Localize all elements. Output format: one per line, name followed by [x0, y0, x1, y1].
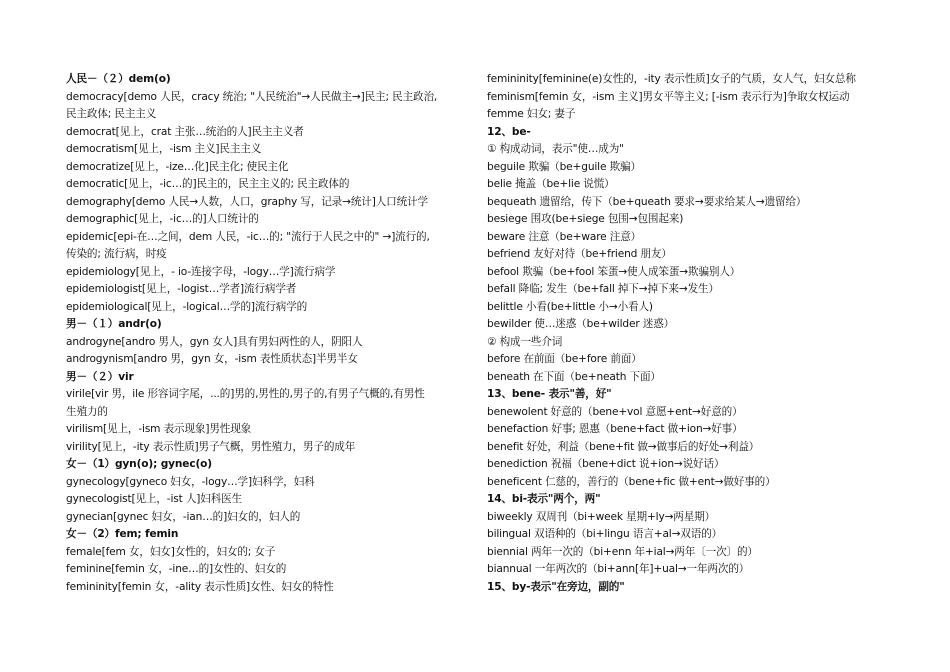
- entry-line: female[fem 女，妇女]女性的，妇女的; 女子: [66, 545, 276, 558]
- entry-line: democrat[见上，crat 主张…统治的人]民主主义者: [66, 125, 304, 138]
- entry-line: 传染的; 流行病，时疫: [66, 248, 167, 260]
- entry-line: virilism[见上，-ism 表示现象]男性现象: [66, 423, 252, 435]
- entry-line: feminism[femin 女，-ism 主义]男女平等主义; [-ism 表示行为]争取女权运动: [487, 90, 850, 103]
- entry-line: androgyne[andro 男人，gyn 女人]具有男妇两性的人，阴阳人: [66, 335, 363, 348]
- section-heading: 12、be-: [487, 125, 531, 138]
- entry-line: belittle 小看(be+little 小→小看人): [487, 300, 653, 313]
- entry-line: beneath 在下面（be+neath 下面）: [487, 370, 661, 383]
- entry-line: ② 构成一些介词: [487, 335, 563, 348]
- entry-line: befall 降临; 发生（be+fall 掉下→掉下来→发生）: [487, 283, 719, 295]
- section-heading: 13、bene- 表示"善，好": [487, 388, 612, 400]
- entry-line: befool 欺骗（be+fool 笨蛋→使人成笨蛋→欺骗别人）: [487, 265, 741, 278]
- entry-line: benefit 好处，利益（bene+fit 做→做事后的好处→利益）: [487, 440, 760, 453]
- entry-line: gynecology[gyneco 妇女，-logy…学]妇科学，妇科: [66, 475, 315, 488]
- entry-line: benefaction 好事; 恩惠（bene+fact 做+ion→好事）: [487, 423, 743, 435]
- entry-line: befriend 友好对待（be+friend 朋友）: [487, 248, 672, 260]
- entry-line: femme 妇女; 妻子: [487, 108, 576, 120]
- entry-line: biweekly 双周刊（bi+week 星期+ly→两星期）: [487, 510, 716, 523]
- entry-line: gynecian[gynec 妇女，-ian…的]妇女的，妇人的: [66, 510, 301, 523]
- section-heading: 女－（1）gyn(o); gynec(o): [66, 458, 212, 470]
- entry-line: epidemiology[见上，- io-连接字母，-logy…学]流行病学: [66, 265, 336, 278]
- entry-line: 生殖力的: [66, 405, 108, 418]
- entry-line: besiege 围攻(be+siege 包围→包围起来): [487, 213, 684, 225]
- entry-line: democratic[见上，-ic…的]民主的，民主主义的; 民主政体的: [66, 178, 350, 190]
- entry-line: 民主政体; 民主主义: [66, 108, 157, 120]
- entry-line: benewolent 好意的（bene+vol 意愿+ent→好意的）: [487, 405, 743, 418]
- section-heading: 男－（２）vir: [66, 370, 134, 383]
- entry-line: beguile 欺骗（be+guile 欺骗）: [487, 160, 641, 173]
- entry-line: gynecologist[见上，-ist 人]妇科医生: [66, 493, 243, 505]
- section-heading: 14、bi-表示"两个，两": [487, 493, 601, 505]
- entry-line: feminine[femin 女，-ine…的]女性的、妇女的: [66, 563, 287, 575]
- entry-line: democracy[demo 人民，cracy 统治; "人民统治"→人民做主→]民主; 民主政治,: [66, 90, 438, 103]
- entry-line: biannual 一年两次的（bi+ann[年]+ual→一年两次的）: [487, 563, 750, 575]
- entry-line: virility[见上，-ity 表示性质]男子气概，男性殖力，男子的成年: [66, 440, 356, 453]
- entry-line: epidemic[epi-在…之间，dem 人民，-ic…的; "流行于人民之中的" →]流行的,: [66, 230, 430, 243]
- entry-line: beneficent 仁慈的，善行的（bene+fic 做+ent→做好事的）: [487, 475, 776, 488]
- entry-line: epidemiological[见上，-logical…学的]流行病学的: [66, 300, 308, 313]
- entry-line: biennial 两年一次的（bi+enn 年+ial→两年〔一次〕的）: [487, 545, 758, 558]
- entry-line: demographic[见上，-ic…的]人口统计的: [66, 213, 259, 225]
- entry-line: benediction 祝福（bene+dict 说+ion→说好话）: [487, 458, 725, 470]
- section-heading: 15、by-表示"在旁边，副的": [487, 580, 625, 593]
- entry-line: epidemiologist[见上，-logist…学者]流行病学者: [66, 283, 297, 295]
- left-column: [66, 71, 476, 596]
- entry-line: bequeath 遗留给，传下（be+queath 要求→要求给某人→遗留给）: [487, 195, 807, 208]
- right-column: [487, 71, 897, 596]
- entry-line: androgynism[andro 男，gyn 女，-ism 表性质状态]半男半女: [66, 353, 358, 365]
- entry-line: femininity[feminine(e)女性的，-ity 表示性质]女子的气质，女人气，妇女总称: [487, 73, 856, 85]
- section-heading: 男－（１）andr(o): [66, 318, 162, 330]
- entry-line: virile[vir 男，ile 形容词字尾，...的]男的,男性的,男子的,有男子气概的,有男性: [66, 388, 425, 400]
- section-heading: 人民－（２）dem(o): [66, 73, 171, 85]
- entry-line: democratism[见上，-ism 主义]民主主义: [66, 143, 262, 155]
- entry-line: bewilder 使…迷惑（be+wilder 迷惑）: [487, 318, 675, 330]
- entry-line: beware 注意（be+ware 注意）: [487, 230, 642, 243]
- section-heading: 女－（2）fem; femin: [66, 528, 179, 540]
- entry-line: ① 构成动词，表示"使…成为": [487, 143, 624, 155]
- entry-line: bilingual 双语种的（bi+lingu 语言+al→双语的）: [487, 528, 723, 540]
- entry-line: belie 掩盖（be+lie 说慌）: [487, 178, 615, 190]
- entry-line: demography[demo 人民→人数，人口，graphy 写，记录→统计]人口统计学: [66, 195, 428, 208]
- entry-line: democratize[见上，-ize…化]民主化; 使民主化: [66, 160, 289, 173]
- entry-line: femininity[femin 女，-ality 表示性质]女性、妇女的特性: [66, 580, 334, 593]
- entry-line: before 在前面（be+fore 前面）: [487, 353, 642, 365]
